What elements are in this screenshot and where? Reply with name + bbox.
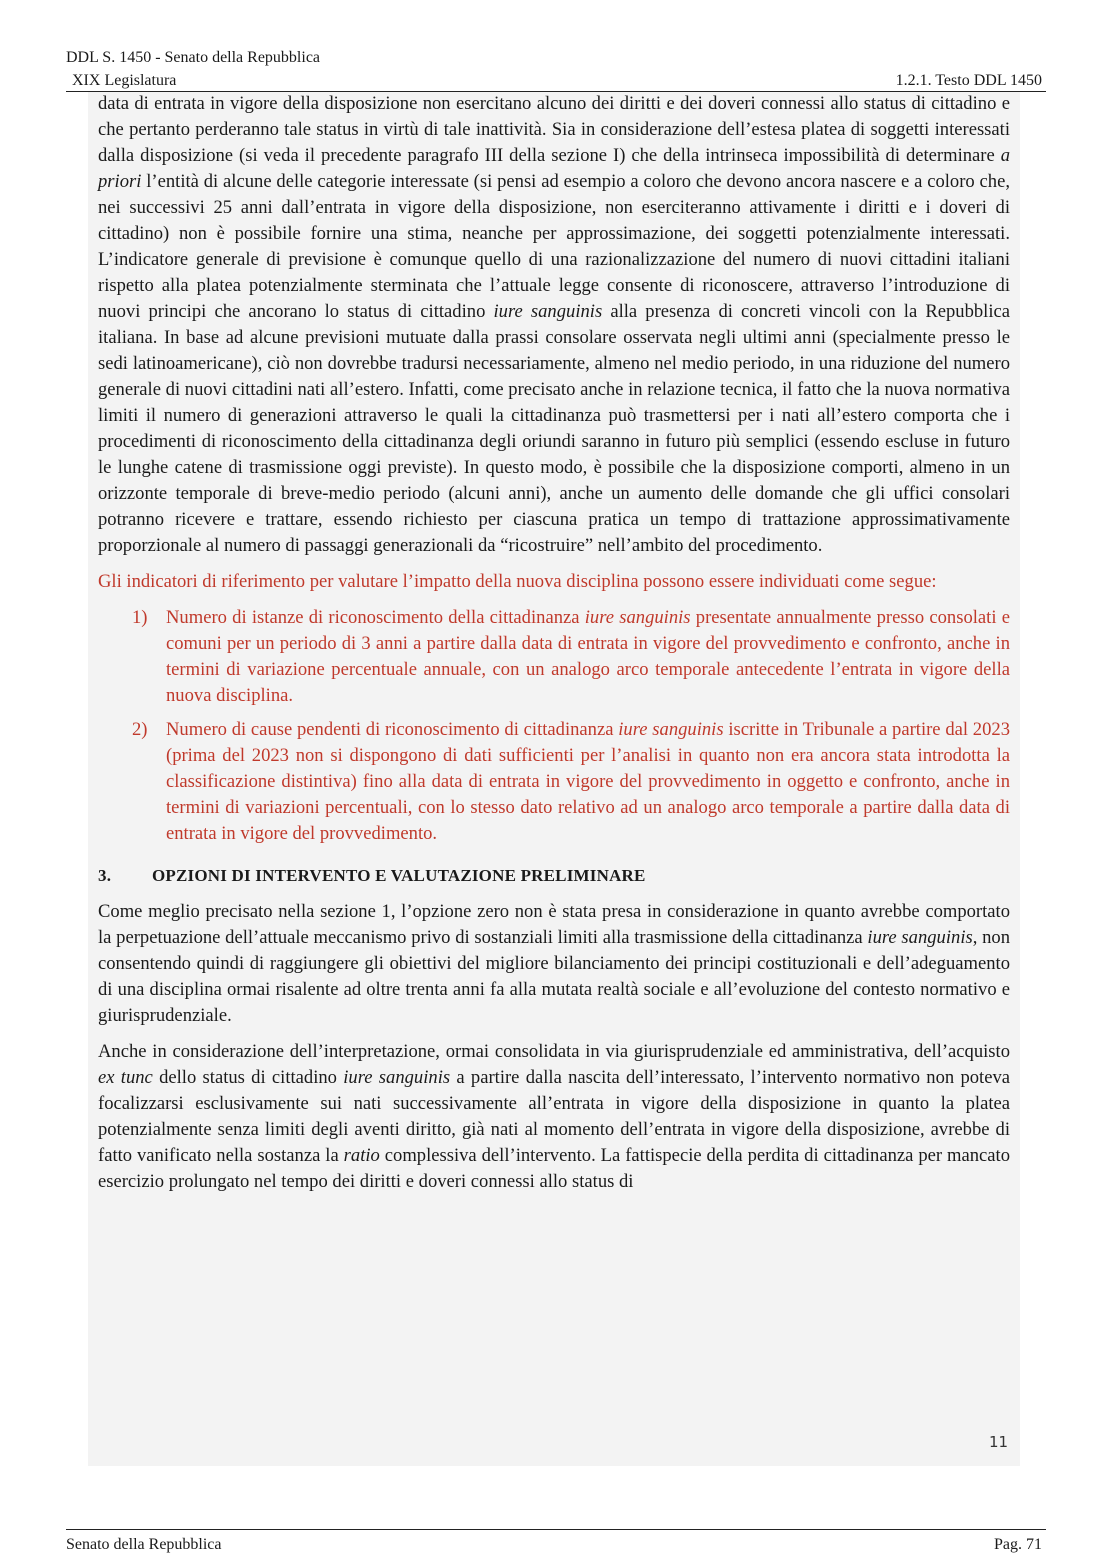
list-item-number: 1) — [132, 607, 148, 628]
italic-text-span: iure sanguinis — [584, 607, 691, 628]
section-heading-text: OPZIONI DI INTERVENTO E VALUTAZIONE PRELIMINARE — [152, 866, 646, 885]
list-item — [98, 605, 1010, 709]
text-span: a partire dalla nascita dell’interessato, l’intervento normativo non poteva focalizzarsi esclusivamente sui nati successivamente all’entrata in vigore della disposizione in quanto la platea potenzialmente senza limiti degli aventi diritto, già nati al momento dell’entrata in vigore della disposizione, avrebbe di fatto vanificato nella sostanza la — [98, 1067, 1011, 1166]
section-heading-number: 3. — [98, 866, 112, 885]
inner-page-number: 11 — [989, 1433, 1009, 1451]
italic-text-span: ex tunc — [98, 1067, 153, 1088]
list-item-number: 2) — [132, 719, 148, 740]
text-span: Come meglio precisato nella sezione 1, l’opzione zero non è stata presa in considerazione in quanto avrebbe comportato la perpetuazione dell’attuale meccanismo privo di sostanziali limiti alla trasmissione della cittadinanza — [98, 901, 1010, 948]
document-title: DDL S. 1450 - Senato della Repubblica — [66, 49, 321, 66]
text-span: iscritte in Tribunale a partire dal 2023 (prima del 2023 non si dispongono di dati sufficienti per l’analisi in quanto non era ancora stata introdotta la classificazione distintiva) fino alla data di entrata in vigore del provvedimento in oggetto e confronto, anche in termini di variazioni percentuali, con lo stesso dato relativo ad un analogo arco temporale a partire dalla data di entrata in vigore del provvedimento. — [166, 719, 1010, 844]
text-span: Numero di istanze di riconoscimento della cittadinanza — [166, 607, 585, 628]
footer-publisher: Senato della Repubblica — [66, 1536, 222, 1553]
list-item — [98, 717, 1010, 847]
list-item-text — [166, 719, 1010, 844]
indicators-list — [98, 605, 1010, 847]
legislature-label: XIX Legislatura — [72, 72, 177, 89]
section-heading — [98, 863, 1010, 889]
section-label: 1.2.1. Testo DDL 1450 — [895, 72, 1042, 89]
italic-text-span: ratio — [343, 1145, 380, 1166]
text-span: Numero di cause pendenti di riconoscimento di cittadinanza — [166, 719, 619, 740]
text-span: presentate annualmente presso consolati e comuni per un periodo di 3 anni a partire dalla data di entrata in vigore del provvedimento e confronto, anche in termini di variazione percentuale annuale, con un analogo arco temporale antecedente l’entrata in vigore della nuova disciplina. — [166, 607, 1010, 706]
list-item-text — [166, 607, 1010, 706]
text-span: l’entità di alcune delle categorie interessate (si pensi ad esempio a coloro che devono ancora nascere e a coloro che, nei successivi 25 anni dall’entrata in vigore della disposizione, non eserciteranno attivamente i diritti e i doveri di cittadino) non è possibile fornire una stima, neanche per approssimazione, dei soggetti potenzialmente interessati. L’indicatore generale di previsione è comunque quello di una razionalizzazione del numero di nuovi cittadini italiani rispetto alla platea potenzialmente sterminata che l’attuale legge consente di riconoscere, attraverso l’introduzione di nuovi principi che ancorano lo status di cittadino — [98, 171, 1010, 322]
paragraph-indicators-intro: Gli indicatori di riferimento per valutare l’impatto della nuova disciplina possono essere individuati come segue: — [98, 571, 937, 592]
italic-text-span: iure sanguinis — [343, 1067, 451, 1088]
text-span: data di entrata in vigore della disposizione non esercitano alcuno dei diritti e dei doveri connessi allo status di cittadino e che pertanto perderanno tale status in virtù di tale inattività. Sia in considerazione dell’estesa platea di soggetti interessati dalla disposizione (si veda il precedente paragrafo III della sezione I) che della intrinseca impossibilità di determinare — [98, 93, 1010, 166]
text-span: alla presenza di concreti vincoli con la Repubblica italiana. In base ad alcune previsioni mutuate dalla prassi consolare osservata negli ultimi anni (specialmente presso le sedi latinoamericane), ciò non dovrebbe tradursi necessariamente, almeno nel medio periodo, in una riduzione del numero generale di nuovi cittadini nati all’estero. Infatti, come precisato anche in relazione tecnica, il fatto che la nuova normativa limiti il numero di generazioni attraverso le quali la cittadinanza può trasmettersi per i nati all’estero comporta che i procedimenti di riconoscimento della cittadinanza degli oriundi saranno in futuro più semplici (essendo escluse in futuro le lunghe catene di trasmissione oggi previste). In questo modo, è possibile che la disposizione comporti, almeno in un orizzonte temporale di breve-medio periodo (alcuni anni), anche un aumento delle domande che gli uffici consolari potranno ricevere e trattare, essendo richiesto per ciascuna pratica un tempo di trattazione approssimativamente proporzionale al numero di passaggi generazionali da “ricostruire” nell’ambito del procedimento. — [98, 301, 1011, 556]
paragraph-option-zero — [98, 899, 1010, 1029]
text-span: dello status di cittadino — [152, 1067, 344, 1088]
italic-text-span: iure sanguinis — [618, 719, 724, 740]
text-span: , non consentendo quindi di raggiungere gli obiettivi del migliore bilanciamento dei principi costituzionali e dell’adeguamento di una disciplina ormai risalente ad oltre trenta anni fa alla mutata realtà sociale e all’evoluzione del contesto normativo e giurisprudenziale. — [98, 927, 1011, 1026]
paragraph-interpretation — [98, 1039, 1010, 1195]
footer-divider — [66, 1529, 1046, 1530]
italic-text-span: iure sanguinis — [867, 927, 973, 948]
paragraph-impact-analysis — [98, 91, 1010, 559]
text-span: complessiva dell’intervento. La fattispecie della perdita di cittadinanza per mancato esercizio prolungato nel tempo dei diritti e doveri connessi allo status di — [98, 1145, 1010, 1192]
footer-page-number: Pag. 71 — [994, 1536, 1042, 1553]
italic-text-span: iure sanguinis — [493, 301, 603, 322]
page-body — [98, 91, 1010, 1205]
text-span: Anche in considerazione dell’interpretazione, ormai consolidata in via giurisprudenziale ed amministrativa, dell’acquisto — [98, 1041, 1010, 1062]
italic-text-span: a priori — [98, 145, 1010, 192]
